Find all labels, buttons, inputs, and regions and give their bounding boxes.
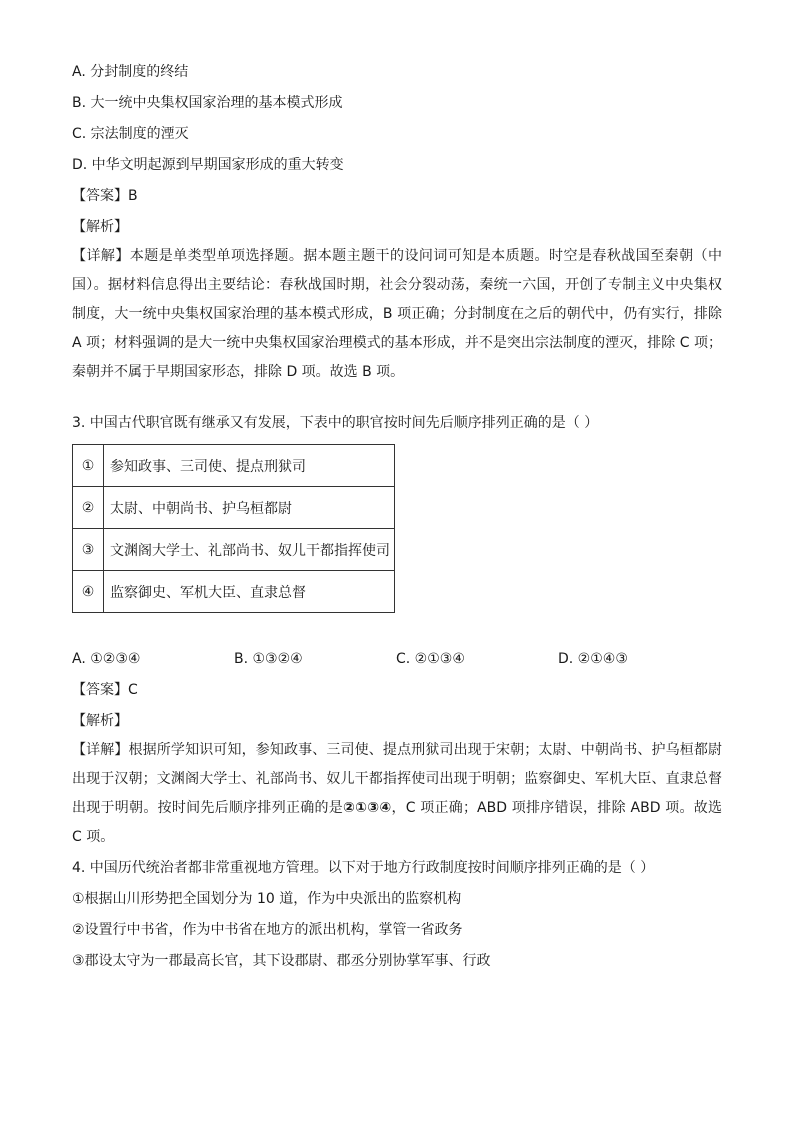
q3-option-c: C. ②①③④ (396, 651, 465, 667)
q3-detail-text-end: ，C 项正确；ABD 项排序错误，排除 ABD 项。故选 C 项。 (72, 800, 723, 845)
q3-detail (72, 736, 722, 852)
table-row (73, 445, 395, 487)
table-row (73, 571, 395, 613)
q4-stem: 4. 中国历代统治者都非常重视地方管理。以下对于地方行政制度按时间顺序排列正确的是（ ） (72, 860, 655, 876)
q3-analysis-label: 【解析】 (72, 713, 128, 729)
document-page (72, 62, 722, 982)
q3-stem: 3. 中国古代职官既有继承又有发展，下表中的职官按时间先后顺序排列正确的是（ ） (72, 415, 599, 431)
q3-option-d: D. ②①④③ (558, 651, 628, 667)
table-cell-num: ① (73, 445, 104, 487)
q3-option-b: B. ①③②④ (234, 651, 303, 667)
q2-analysis-label: 【解析】 (72, 219, 128, 235)
q4-item-3: ③郡设太守为一郡最高长官，其下设郡尉、郡丞分别协掌军事、行政 (72, 953, 491, 969)
table-cell-num: ③ (73, 529, 104, 571)
q3-detail-bold: ②①③④ (343, 800, 392, 816)
q3-option-a: A. ①②③④ (72, 651, 141, 667)
q2-option-b: B. 大一统中央集权国家治理的基本模式形成 (72, 95, 343, 111)
q3-options (72, 649, 722, 670)
q2-option-c: C. 宗法制度的湮灭 (72, 126, 189, 142)
q3-answer: 【答案】C (72, 682, 138, 698)
q4-item-1: ①根据山川形势把全国划分为 10 道，作为中央派出的监察机构 (72, 891, 462, 907)
table-cell-num: ② (73, 487, 104, 529)
q2-answer: 【答案】B (72, 188, 138, 204)
q3-detail-text: 【详解】根据所学知识可知，参知政事、三司使、提点刑狱司出现于宋朝；太尉、中朝尚书、护乌桓都尉出现于汉朝；文渊阁大学士、礼部尚书、奴儿干都指挥使司出现于明朝；监察御史、军机大臣、直隶总督出现于明朝。按时间先后顺序排列正确的是 (72, 742, 722, 816)
q4-item-2: ②设置行中书省，作为中书省在地方的派出机构，掌管一省政务 (72, 922, 463, 938)
table-cell-text: 参知政事、三司使、提点刑狱司 (104, 445, 395, 487)
table-row (73, 529, 395, 571)
table-cell-num: ④ (73, 571, 104, 613)
table-cell-text: 监察御史、军机大臣、直隶总督 (104, 571, 395, 613)
q3-table (72, 444, 395, 613)
q2-option-d: D. 中华文明起源到早期国家形成的重大转变 (72, 157, 344, 173)
q2-detail: 【详解】本题是单类型单项选择题。据本题主题干的设问词可知是本质题。时空是春秋战国至秦朝（中国）。据材料信息得出主要结论：春秋战国时期，社会分裂动荡，秦统一六国，开创了专制主义中央集权制度，大一统中央集权国家治理的基本模式形成，B 项正确；分封制度在之后的朝代中，仍有实行，排除 A 项；材料强调的是大一统中央集权国家治理模式的基本形成，并不是突出宗法制度的湮灭，排除 C 项；秦朝并不属于早期国家形态，排除 D 项。故选 B 项。 (72, 248, 722, 380)
table-row (73, 487, 395, 529)
table-cell-text: 文渊阁大学士、礼部尚书、奴儿干都指挥使司 (104, 529, 395, 571)
table-cell-text: 太尉、中朝尚书、护乌桓都尉 (104, 487, 395, 529)
q2-option-a: A. 分封制度的终结 (72, 64, 189, 80)
